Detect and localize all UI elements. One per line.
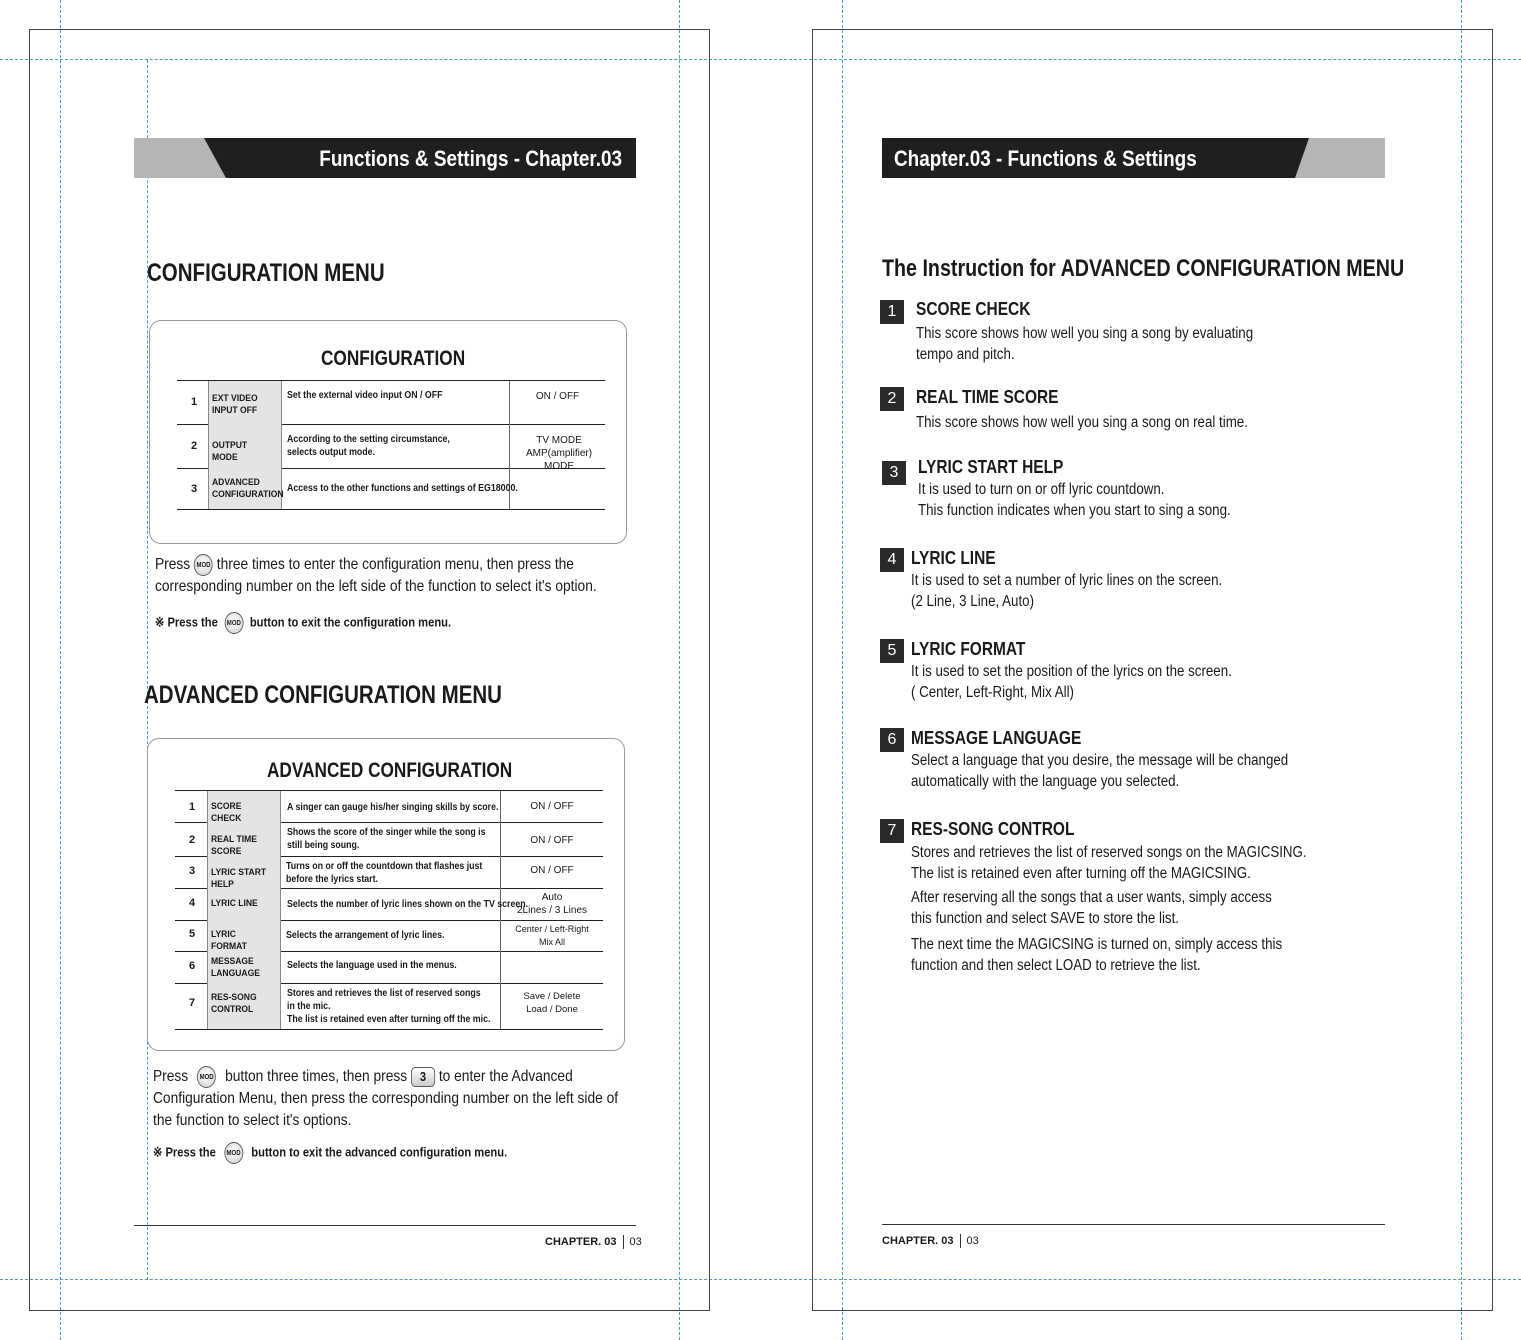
row-desc: A singer can gauge his/her singing skills by score. [287, 802, 499, 813]
instruction-text: Configuration Menu, then press the corresponding number on the left side of [153, 1090, 619, 1108]
note-text: ※ Press the [155, 614, 218, 630]
item-title: LYRIC FORMAT [911, 639, 1026, 659]
row-name: SCORE CHECK [211, 801, 242, 824]
item-desc: Select a language that you desire, the message will be changed automatically with the language you selected. [911, 752, 1289, 790]
config-panel-title: CONFIGURATION [321, 347, 466, 370]
footer-chapter: CHAPTER. 03 [545, 1235, 617, 1248]
left-header-title: Functions & Settings - Chapter.03 [319, 146, 622, 171]
instruction-text: the function to select it's options. [153, 1112, 352, 1130]
row-number: 6 [188, 960, 196, 972]
item-number-badge: 5 [880, 639, 904, 663]
instruction-text: button three times, then press [225, 1068, 408, 1086]
row-number: 4 [188, 897, 196, 909]
item-desc: It is used to set a number of lyric lines on the screen. (2 Line, 3 Line, Auto) [911, 572, 1223, 610]
instruction-text: Press [153, 1068, 189, 1086]
item-desc-extra: The next time the MAGICSING is turned on, simply access this function and then select LOAD to retrieve the list. [911, 936, 1283, 974]
item-number-badge: 4 [880, 548, 904, 572]
item-number-badge: 6 [880, 728, 904, 752]
mod-button-icon: MOD [224, 1142, 243, 1164]
row-option: ON / OFF [535, 391, 580, 402]
footer-rule [882, 1224, 1385, 1225]
right-footer [882, 1234, 979, 1248]
config-instructions [155, 554, 597, 598]
row-number: 3 [188, 865, 196, 877]
left-header-bar [134, 138, 636, 178]
row-name: REAL TIME SCORE [211, 834, 257, 857]
instruction-text: Press [155, 556, 191, 574]
item-number-badge: 1 [880, 300, 904, 324]
row-number: 2 [188, 834, 196, 846]
row-name: MESSAGE LANGUAGE [211, 956, 260, 979]
advanced-menu-title: ADVANCED CONFIGURATION MENU [144, 681, 502, 709]
footer-page-number: 03 [966, 1234, 979, 1247]
advanced-exit-note [153, 1142, 507, 1164]
row-option: TV MODE AMP(amplifier) MODE [525, 435, 593, 472]
row-number: 2 [190, 440, 198, 452]
row-option: Auto 2Lines / 3 Lines [516, 892, 588, 916]
item-number-badge: 7 [880, 819, 904, 843]
item-desc: It is used to set the position of the lyrics on the screen. ( Center, Left-Right, Mix All) [911, 663, 1232, 701]
instruction-title: The Instruction for ADVANCED CONFIGURATION MENU [882, 255, 1405, 282]
note-text: button to exit the configuration menu. [249, 614, 452, 630]
row-desc: Set the external video input ON / OFF [287, 390, 443, 401]
item-desc: Stores and retrieves the list of reserved songs on the MAGICSING. The list is retained even after turning off the MAGICSING. [911, 844, 1307, 882]
row-desc: Selects the number of lyric lines shown on the TV screen. [287, 899, 529, 910]
row-desc: Access to the other functions and settings of EG18000. [287, 483, 518, 494]
row-option: ON / OFF [530, 801, 574, 812]
advanced-panel-title: ADVANCED CONFIGURATION [267, 759, 513, 782]
row-desc: Shows the score of the singer while the song is still being soung. [287, 827, 486, 851]
row-option: Center / Left-Right Mix All [515, 924, 589, 947]
row-name: LYRIC LINE [211, 898, 258, 909]
right-header-bar [882, 138, 1385, 178]
number-3-button-icon: 3 [411, 1067, 435, 1087]
row-name: OUTPUT MODE [212, 440, 248, 463]
row-option: Save / Delete Load / Done [523, 991, 581, 1015]
config-menu-title: CONFIGURATION MENU [147, 259, 385, 287]
row-desc: Stores and retrieves the list of reserved songs in the mic. The list is retained even after turning off the mic. [287, 988, 491, 1025]
row-desc: Selects the language used in the menus. [287, 960, 457, 971]
item-desc-extra: After reserving all the songs that a user wants, simply access this function and select SAVE to store the list. [911, 889, 1272, 927]
row-number: 3 [190, 483, 198, 495]
row-number: 1 [188, 801, 196, 813]
item-desc: It is used to turn on or off lyric countdown. This function indicates when you start to sing a song. [918, 481, 1231, 519]
row-number: 1 [190, 396, 198, 408]
item-title: LYRIC START HELP [918, 457, 1064, 477]
row-desc: According to the setting circumstance, selects output mode. [287, 434, 450, 458]
footer-rule [134, 1225, 636, 1226]
instruction-text: three times to enter the configuration menu, then press the [216, 556, 574, 574]
config-exit-note [155, 612, 451, 634]
footer-chapter: CHAPTER. 03 [882, 1234, 954, 1247]
row-name: RES-SONG CONTROL [211, 992, 257, 1015]
item-desc: This score shows how well you sing a song on real time. [916, 414, 1248, 431]
row-desc: Selects the arrangement of lyric lines. [286, 930, 445, 941]
instruction-text: to enter the Advanced [438, 1068, 573, 1086]
row-number: 7 [188, 997, 196, 1009]
row-option: ON / OFF [530, 835, 574, 846]
item-desc: This score shows how well you sing a song by evaluating tempo and pitch. [916, 325, 1254, 363]
row-name: EXT VIDEO INPUT OFF [212, 393, 258, 416]
note-text: button to exit the advanced configuration menu. [251, 1144, 508, 1160]
row-name: ADVANCED CONFIGURATION [212, 477, 284, 500]
item-title: RES-SONG CONTROL [911, 819, 1075, 839]
item-title: SCORE CHECK [916, 299, 1031, 319]
mod-button-icon: MOD [194, 554, 213, 576]
item-number-badge: 3 [882, 461, 906, 485]
item-number-badge: 2 [880, 387, 904, 411]
item-title: LYRIC LINE [911, 548, 996, 568]
row-option: ON / OFF [530, 865, 574, 876]
row-name: LYRIC START HELP [211, 867, 267, 890]
instruction-text: corresponding number on the left side of the function to select it's option. [155, 578, 597, 596]
row-number: 5 [188, 928, 196, 940]
mod-button-icon: MOD [224, 612, 243, 634]
right-header-title: Chapter.03 - Functions & Settings [894, 146, 1197, 171]
mod-button-icon: MOD [197, 1066, 216, 1088]
advanced-instructions [153, 1066, 618, 1132]
left-footer [545, 1235, 642, 1249]
footer-page-number: 03 [629, 1235, 642, 1248]
row-desc: Turns on or off the countdown that flashes just before the lyrics start. [286, 861, 483, 885]
item-title: MESSAGE LANGUAGE [911, 728, 1082, 748]
row-name: LYRIC FORMAT [211, 929, 247, 952]
note-text: ※ Press the [153, 1144, 216, 1160]
table-rule [177, 509, 605, 510]
table-rule [175, 1029, 603, 1030]
item-title: REAL TIME SCORE [916, 387, 1059, 407]
